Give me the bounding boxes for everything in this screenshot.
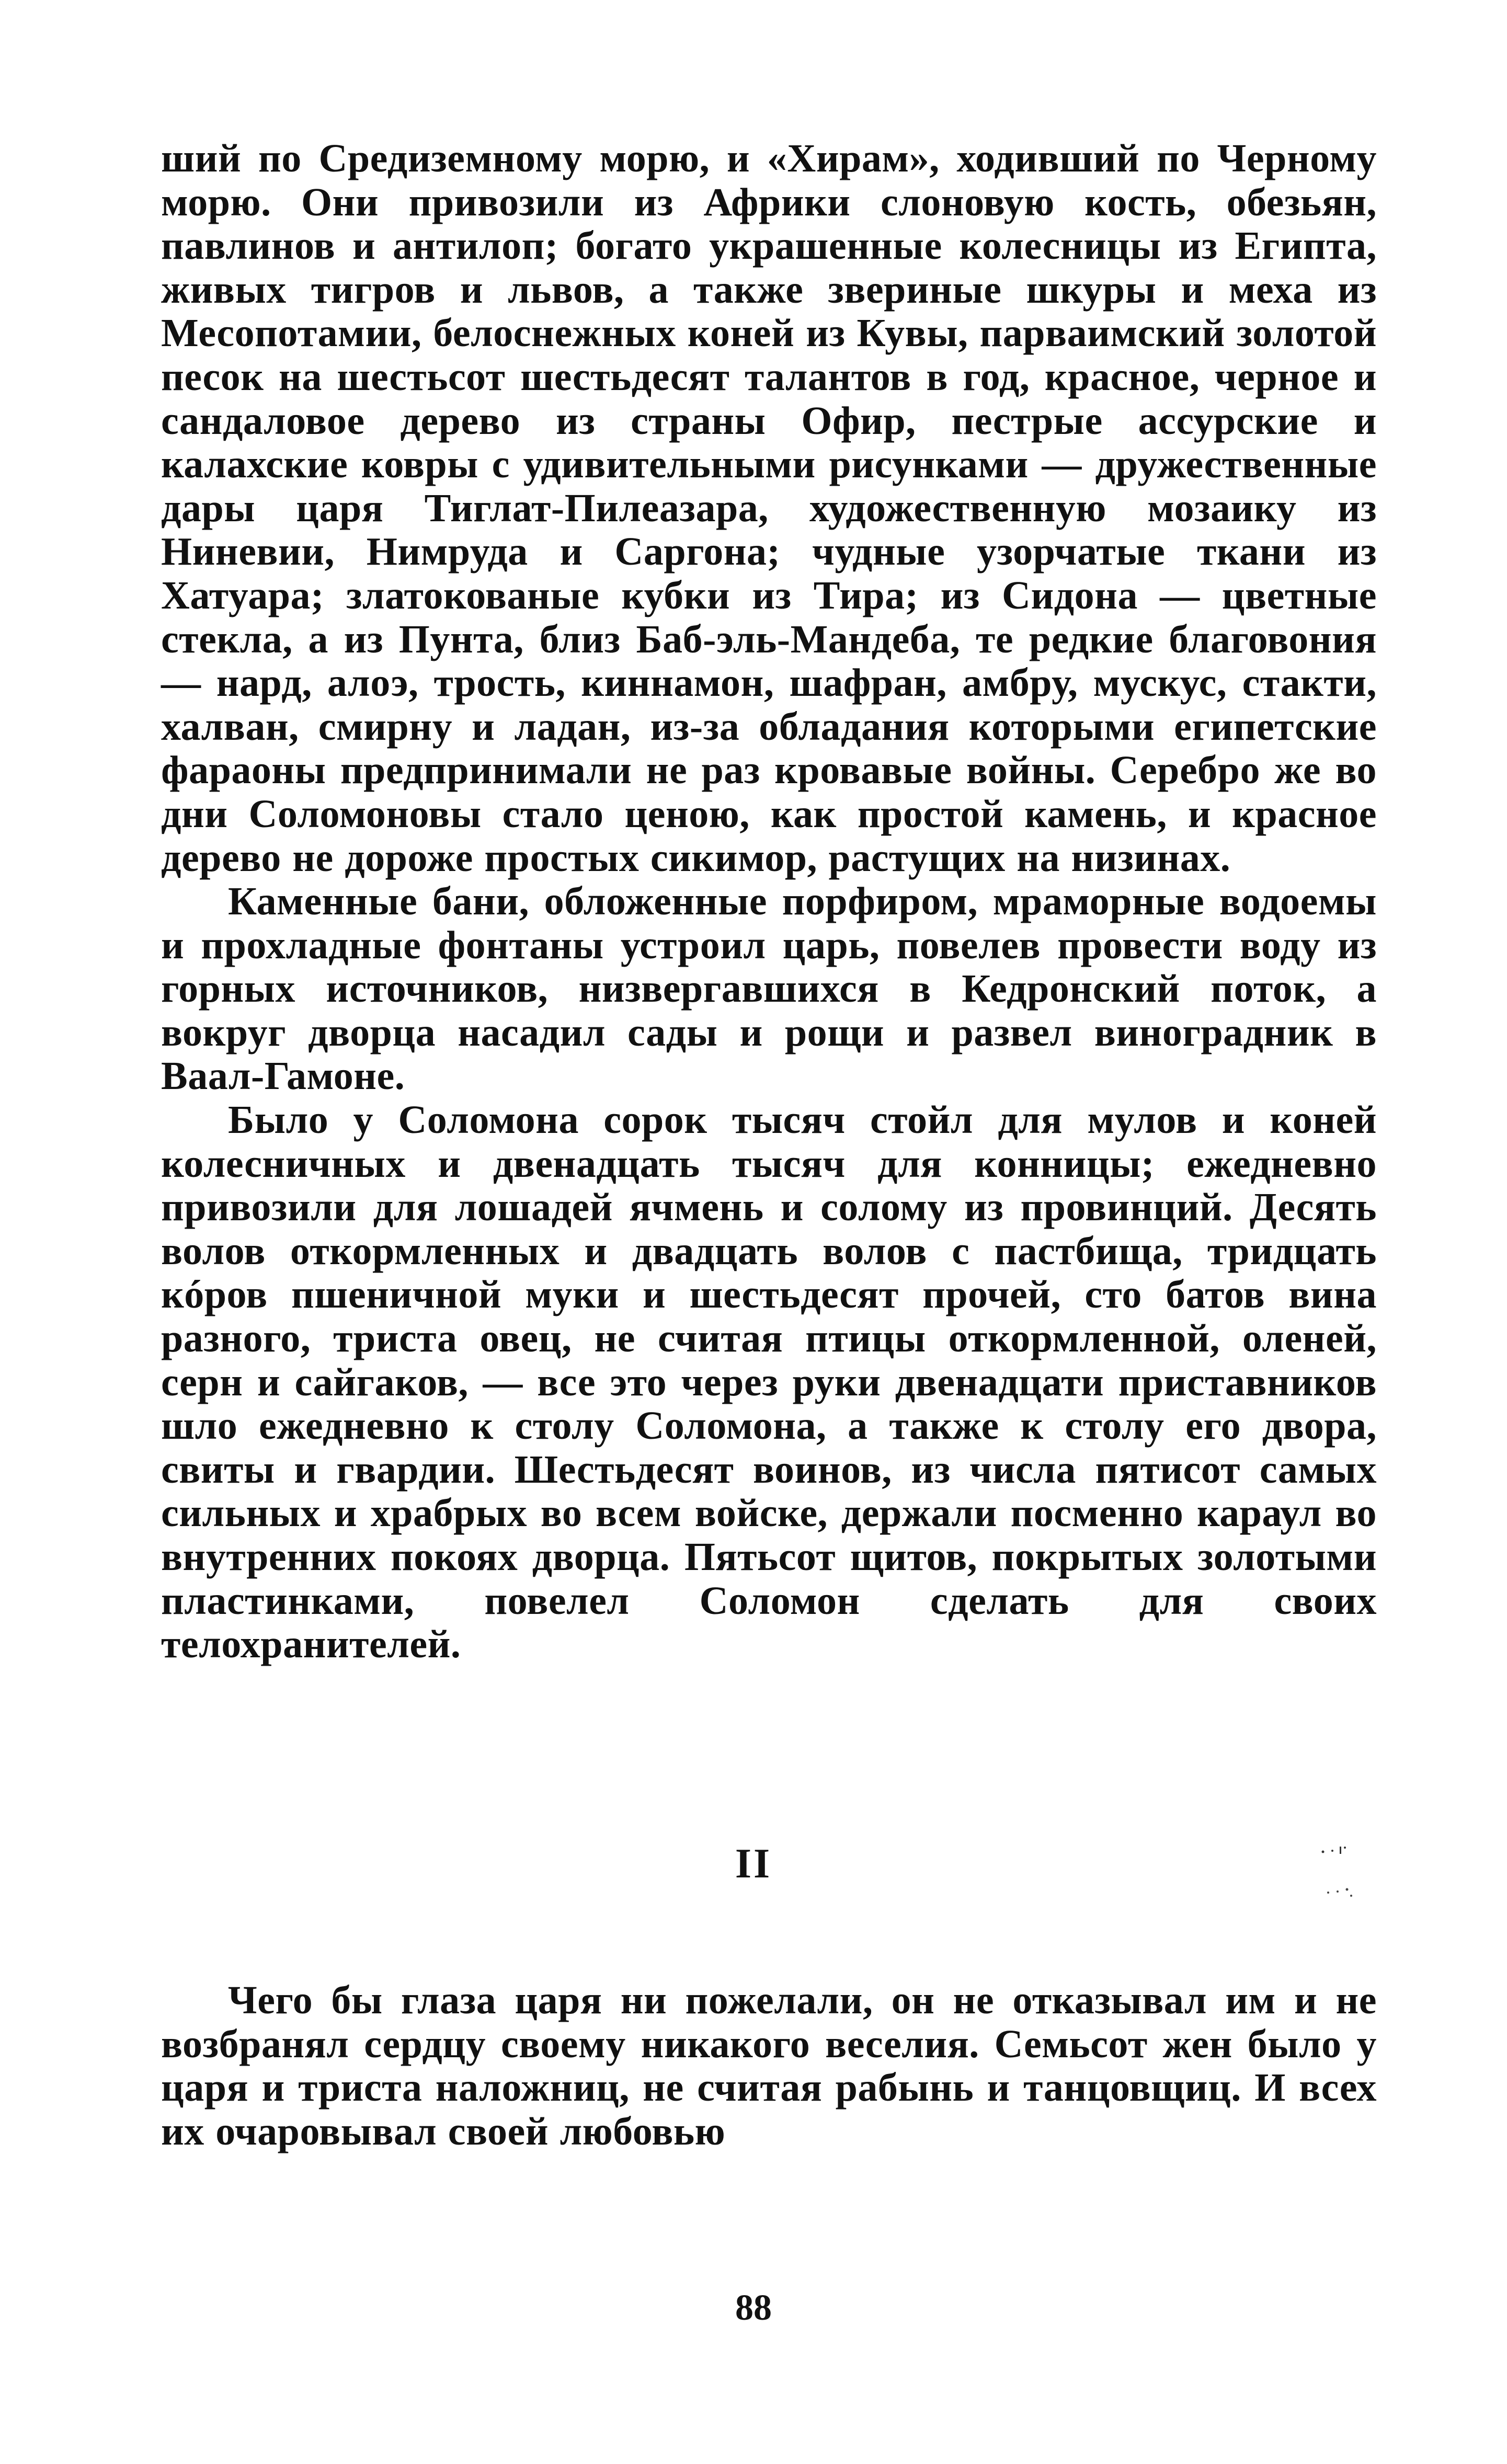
- text-block-top: [161, 137, 1377, 1667]
- page-number: 88: [735, 2288, 772, 2328]
- paragraph-stables: Было у Соломона сорок тысяч стойл для мулов и коней колесничных и двенадцать тысяч для конницы; ежедневно привозили для лошадей ячмень и солому из провинций. Десять волов откормленных и двадцать волов с пастбища, тридцать кóров пшеничной муки и шестьдесят прочей, сто батов вина разного, триста овец, не считая птицы откормленной, оленей, серн и сайгаков, — все это через руки двенадцати приставников шло ежедневно к столу Соломона, а также к столу его двора, свиты и гвардии. Шестьдесят воинов, из числа пятисот самых сильных и храбрых во всем войске, держали посменно караул во внутренних покоях дворца. Пятьсот щитов, покрытых золотыми пластинками, повелел Соломон сделать для своих телохранителей.: [161, 1098, 1377, 1667]
- paragraph-baths: Каменные бани, обложенные порфиром, мраморные водоемы и прохладные фонтаны устроил царь, повелев провести воду из горных источников, низвергавшихся в Кедронский поток, а вокруг дворца насадил сады и рощи и развел виноградник в Ваал-Гамоне.: [161, 879, 1377, 1098]
- text-block-bottom: [161, 1979, 1377, 2153]
- print-specks-decoration: [1307, 1840, 1380, 1908]
- paragraph-continued: ший по Средиземному морю, и «Хирам», ходивший по Черному морю. Они привозили из Африки слоновую кость, обезьян, павлинов и антилоп; богато украшенные колесницы из Египта, живых тигров и львов, а также звериные шкуры и меха из Месопотамии, белоснежных коней из Кувы, парваимский золотой песок на шестьсот шестьдесят талантов в год, красное, черное и сандаловое дерево из страны Офир, пестрые ассурские и калахские ковры с удивительными рисунками — дружественные дары царя Тиглат-Пилеазара, художественную мозаику из Ниневии, Нимруда и Саргона; чудные узорчатые ткани из Хатуара; златокованые кубки из Тира; из Сидона — цветные стекла, а из Пунта, близ Баб-эль-Мандеба, те редкие благовония — нард, алоэ, трость, киннамон, шафран, амбру, мускус, стакти, халван, смирну и ладан, из-за обладания которыми египетские фараоны предпринимали не раз кровавые войны. Серебро же во дни Соломоновы стало ценою, как простой камень, и красное дерево не дороже простых сикимор, растущих на низинах.: [161, 136, 1377, 880]
- paragraph-chapter-two-opening: Чего бы глаза царя ни пожелали, он не отказывал им и не возбранял сердцу своему никакого веселия. Семьсот жен было у царя и триста наложниц, не считая рабынь и танцовщиц. И всех их очаровывал своей любовью: [161, 1978, 1377, 2153]
- chapter-heading: II: [735, 1841, 772, 1887]
